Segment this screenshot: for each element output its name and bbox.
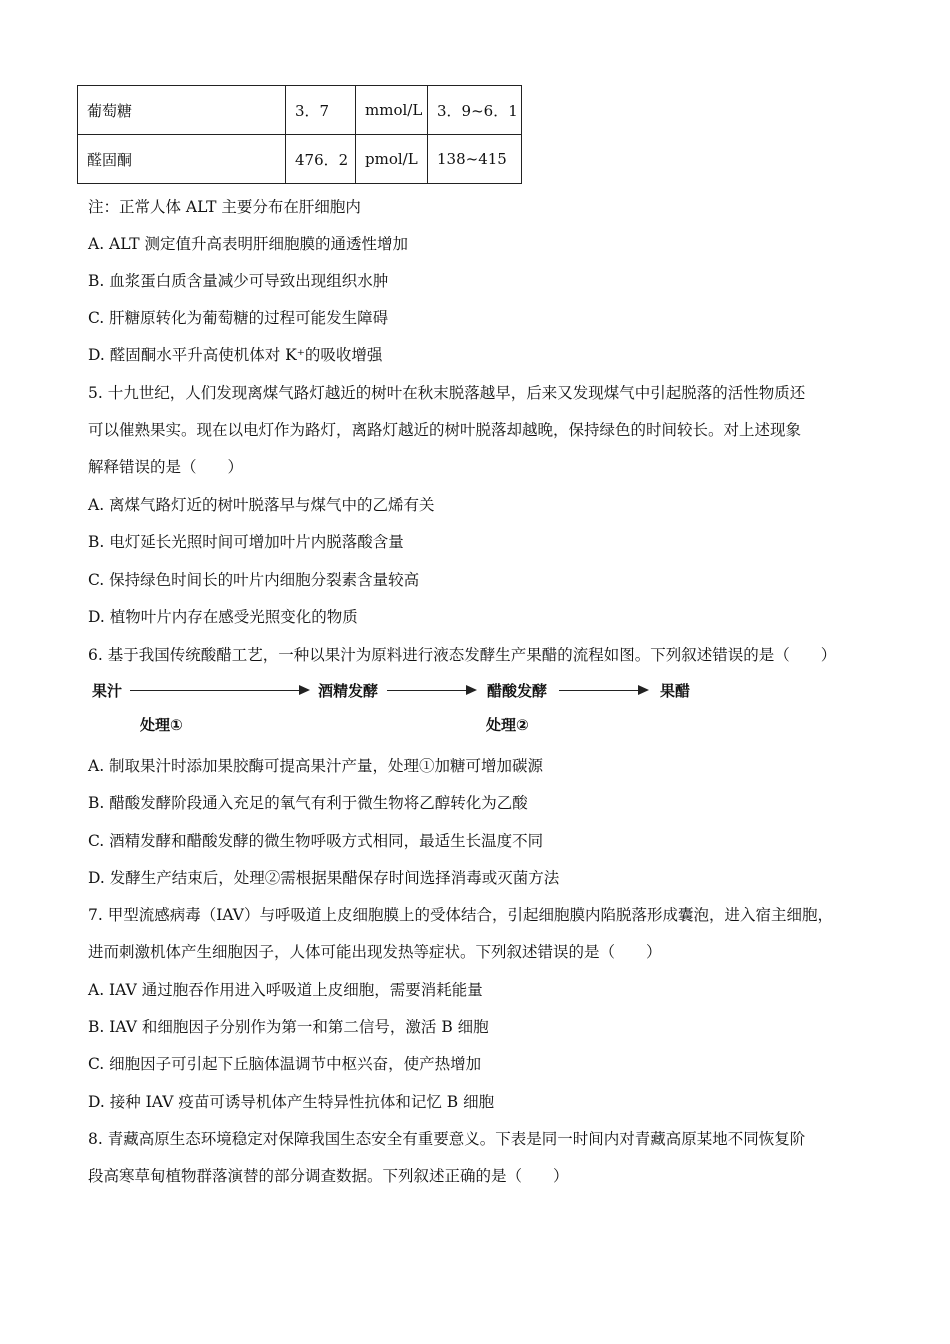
flow-label-treatment-1: 处理① xyxy=(140,716,183,734)
lab-results-table xyxy=(77,85,522,184)
flow-step-acetic-fermentation: 醋酸发酵 xyxy=(487,682,548,700)
q6-option-c: C. 酒精发酵和醋酸发酵的微生物呼吸方式相同，最适生长温度不同 xyxy=(88,832,544,850)
q5-option-b: B. 电灯延长光照时间可增加叶片内脱落酸含量 xyxy=(88,533,404,551)
flow-arrow xyxy=(130,690,308,691)
q5-option-c: C. 保持绿色时间长的叶片内细胞分裂素含量较高 xyxy=(88,571,420,589)
q7-stem-line-2: 进而刺激机体产生细胞因子，人体可能出现发热等症状。下列叙述错误的是（ ） xyxy=(88,943,662,961)
q7-stem-line-1: 7. 甲型流感病毒（IAV）与呼吸道上皮细胞膜上的受体结合，引起细胞膜内陷脱落形成囊泡，进入宿主细胞， xyxy=(88,906,833,924)
q5-stem-line-2: 可以催熟果实。现在以电灯作为路灯，离路灯越近的树叶脱落却越晚，保持绿色的时间较长。对上述现象 xyxy=(88,421,802,439)
flow-step-fruit-vinegar: 果醋 xyxy=(660,682,691,700)
q5-option-d: D. 植物叶片内存在感受光照变化的物质 xyxy=(88,608,358,626)
q4-option-a: A. ALT 测定值升高表明肝细胞膜的通透性增加 xyxy=(88,235,409,253)
flow-arrow xyxy=(387,690,475,691)
q4-option-c: C. 肝糖原转化为葡萄糖的过程可能发生障碍 xyxy=(88,309,389,327)
q4-option-b: B. 血浆蛋白质含量减少可导致出现组织水肿 xyxy=(88,272,389,290)
q5-stem-line-1: 5. 十九世纪，人们发现离煤气路灯越近的树叶在秋末脱落越早，后来又发现煤气中引起脱落的活性物质还 xyxy=(88,384,806,402)
q7-option-a: A. IAV 通过胞吞作用进入呼吸道上皮细胞，需要消耗能量 xyxy=(88,981,483,999)
value-cell: 476．2 xyxy=(286,135,356,184)
q6-option-b: B. 醋酸发酵阶段通入充足的氧气有利于微生物将乙醇转化为乙酸 xyxy=(88,794,528,812)
q6-stem-line-1: 6. 基于我国传统酸醋工艺，一种以果汁为原料进行液态发酵生产果醋的流程如图。下列叙述错误的是（ ） xyxy=(88,646,837,664)
q5-stem-line-3: 解释错误的是（ ） xyxy=(88,458,244,476)
flow-step-alcohol-fermentation: 酒精发酵 xyxy=(318,682,379,700)
flow-arrow xyxy=(559,690,647,691)
q8-stem-line-1: 8. 青藏高原生态环境稳定对保障我国生态安全有重要意义。下表是同一时间内对青藏高原某地不同恢复阶 xyxy=(88,1130,806,1148)
q8-stem-line-2: 段高寒草甸植物群落演替的部分调查数据。下列叙述正确的是（ ） xyxy=(88,1167,569,1185)
q7-option-b: B. IAV 和细胞因子分别作为第一和第二信号，激活 B 细胞 xyxy=(88,1018,489,1036)
item-name-cell: 葡萄糖 xyxy=(78,86,286,135)
q4-option-d: D. 醛固酮水平升高使机体对 K⁺的吸收增强 xyxy=(88,346,383,364)
table-note: 注：正常人体 ALT 主要分布在肝细胞内 xyxy=(88,198,361,216)
reference-range-cell: 3．9~6．1 xyxy=(428,86,522,135)
fermentation-flowchart xyxy=(92,678,691,738)
flow-step-juice: 果汁 xyxy=(92,682,123,700)
table-row xyxy=(78,86,522,135)
q7-option-d: D. 接种 IAV 疫苗可诱导机体产生特异性抗体和记忆 B 细胞 xyxy=(88,1093,495,1111)
value-cell: 3．7 xyxy=(286,86,356,135)
q6-option-d: D. 发酵生产结束后，处理②需根据果醋保存时间选择消毒或灭菌方法 xyxy=(88,869,560,887)
unit-cell: mmol/L xyxy=(356,86,428,135)
item-name-cell: 醛固酮 xyxy=(78,135,286,184)
reference-range-cell: 138~415 xyxy=(428,135,522,184)
q7-option-c: C. 细胞因子可引起下丘脑体温调节中枢兴奋，使产热增加 xyxy=(88,1055,482,1073)
q5-option-a: A. 离煤气路灯近的树叶脱落早与煤气中的乙烯有关 xyxy=(88,496,435,514)
table-row xyxy=(78,135,522,184)
q6-option-a: A. 制取果汁时添加果胶酶可提高果汁产量，处理①加糖可增加碳源 xyxy=(88,757,544,775)
flow-label-treatment-2: 处理② xyxy=(486,716,529,734)
unit-cell: pmol/L xyxy=(356,135,428,184)
